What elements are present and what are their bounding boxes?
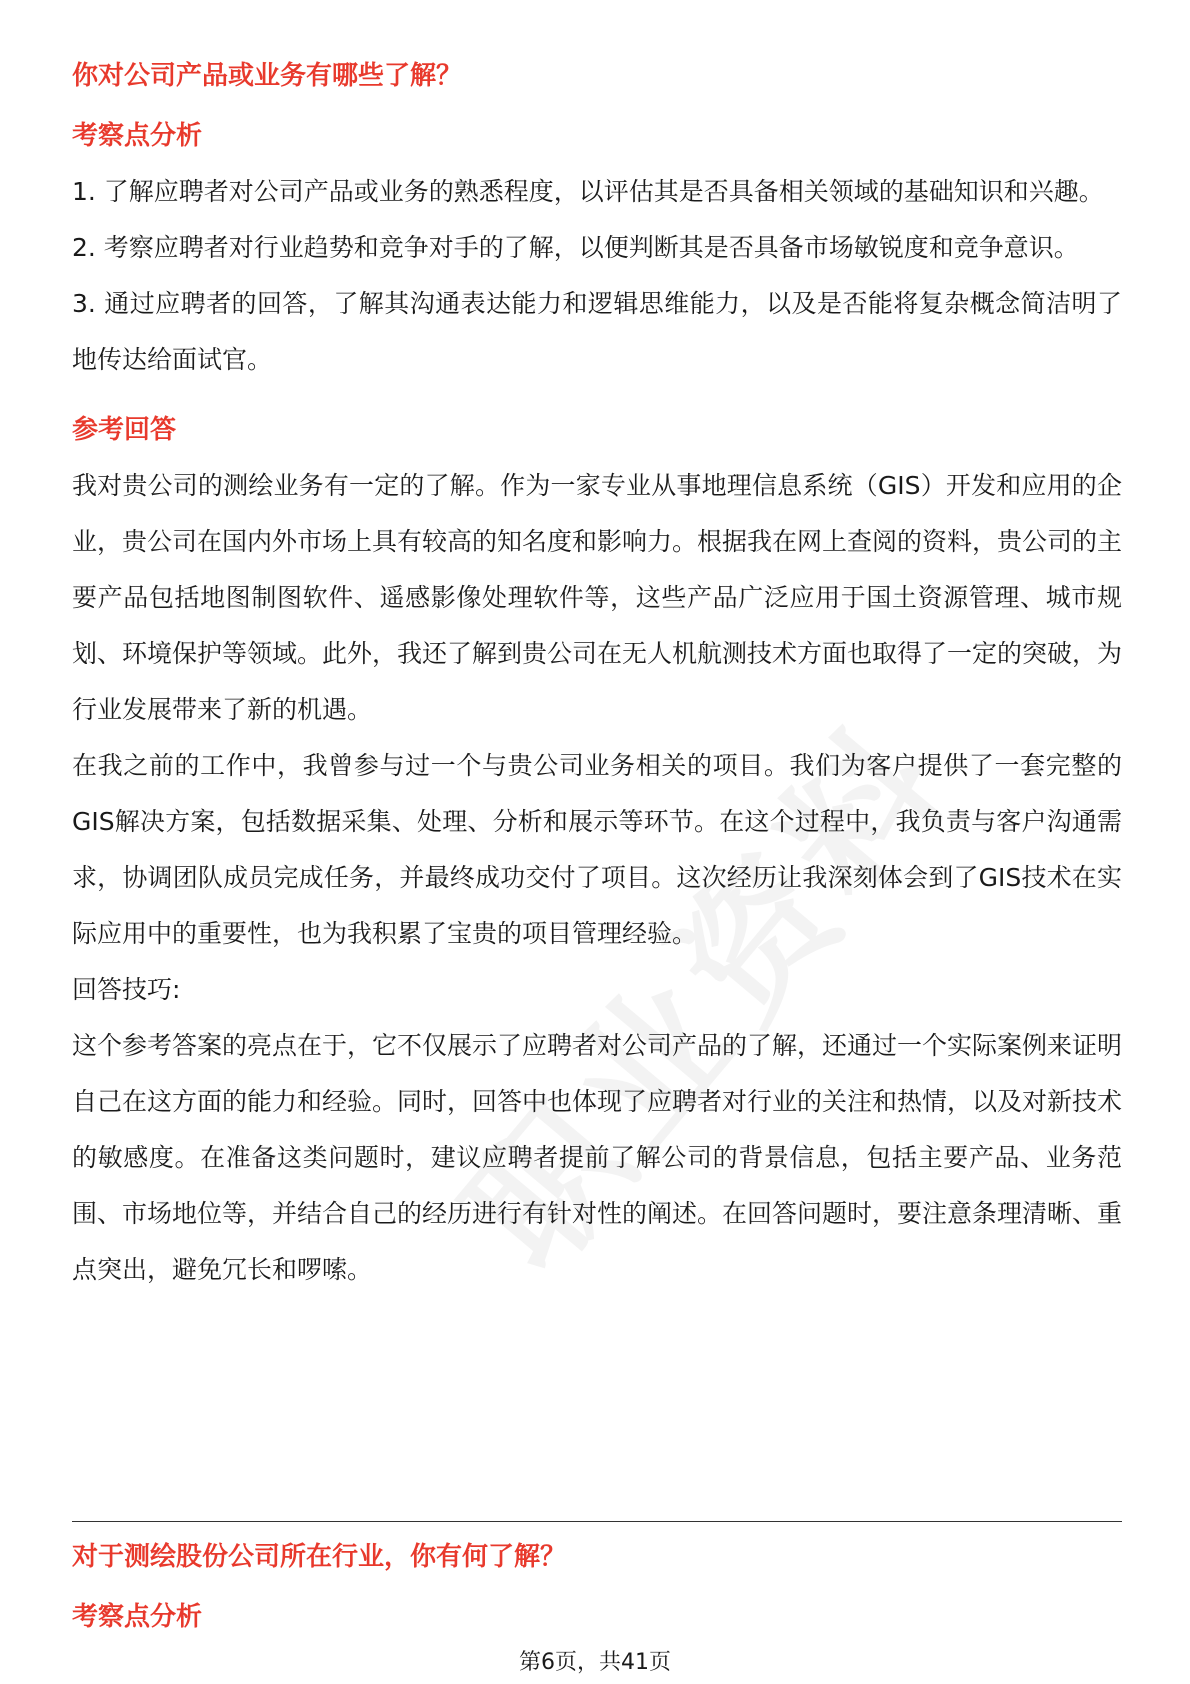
tips-paragraph: 这个参考答案的亮点在于，它不仅展示了应聘者对公司产品的了解，还通过一个实际案例来证明自己在这方面的能力和经验。同时，回答中也体现了应聘者对行业的关注和热情，以及对新技术的敏感度。在准备这类问题时，建议应聘者提前了解公司的背景信息，包括主要产品、业务范围、市场地位等，并结合自己的经历进行有针对性的阐述。在回答问题时，要注意条理清晰、重点突出，避免冗长和啰嗦。 [72, 1031, 1123, 1284]
tips-heading: 回答技巧: [72, 975, 181, 1004]
question2-title: 对于测绘股份公司所在行业，你有何了解？ [72, 1542, 567, 1572]
section-divider [72, 1521, 1122, 1522]
analysis-point-1: 1. 了解应聘者对公司产品或业务的熟悉程度，以评估其是否具备相关领域的基础知识和兴趣。 [72, 177, 1104, 206]
answer-paragraph-1: 我对贵公司的测绘业务有一定的了解。作为一家专业从事地理信息系统（GIS）开发和应用的企业，贵公司在国内外市场上具有较高的知名度和影响力。根据我在网上查阅的资料，贵公司的主要产品包括地图制图软件、遥感影像处理软件等，这些产品广泛应用于国土资源管理、城市规划、环境保护等领域。此外，我还了解到贵公司在无人机航测技术方面也取得了一定的突破，为行业发展带来了新的机遇。 [72, 471, 1123, 724]
analysis-point-3: 3. 通过应聘者的回答，了解其沟通表达能力和逻辑思维能力，以及是否能将复杂概念简洁明了地传达给面试官。 [72, 289, 1122, 374]
answer-paragraph-2: 在我之前的工作中，我曾参与过一个与贵公司业务相关的项目。我们为客户提供了一套完整的GIS解决方案，包括数据采集、处理、分析和展示等环节。在这个过程中，我负责与客户沟通需求，协调团队成员完成任务，并最终成功交付了项目。这次经历让我深刻体会到了GIS技术在实际应用中的重要性，也为我积累了宝贵的项目管理经验。 [72, 751, 1122, 948]
question1-section [72, 48, 1122, 1298]
question2-section [72, 1529, 1122, 1645]
answer-heading: 参考回答 [72, 415, 177, 445]
question2-analysis-heading: 考察点分析 [72, 1602, 203, 1632]
analysis-heading: 考察点分析 [72, 121, 203, 151]
page-number: 第6页，共41页 [519, 1650, 671, 1675]
question1-title: 你对公司产品或业务有哪些了解？ [72, 61, 463, 91]
analysis-point-2: 2. 考察应聘者对行业趋势和竞争对手的了解，以便判断其是否具备市场敏锐度和竞争意识。 [72, 233, 1079, 262]
